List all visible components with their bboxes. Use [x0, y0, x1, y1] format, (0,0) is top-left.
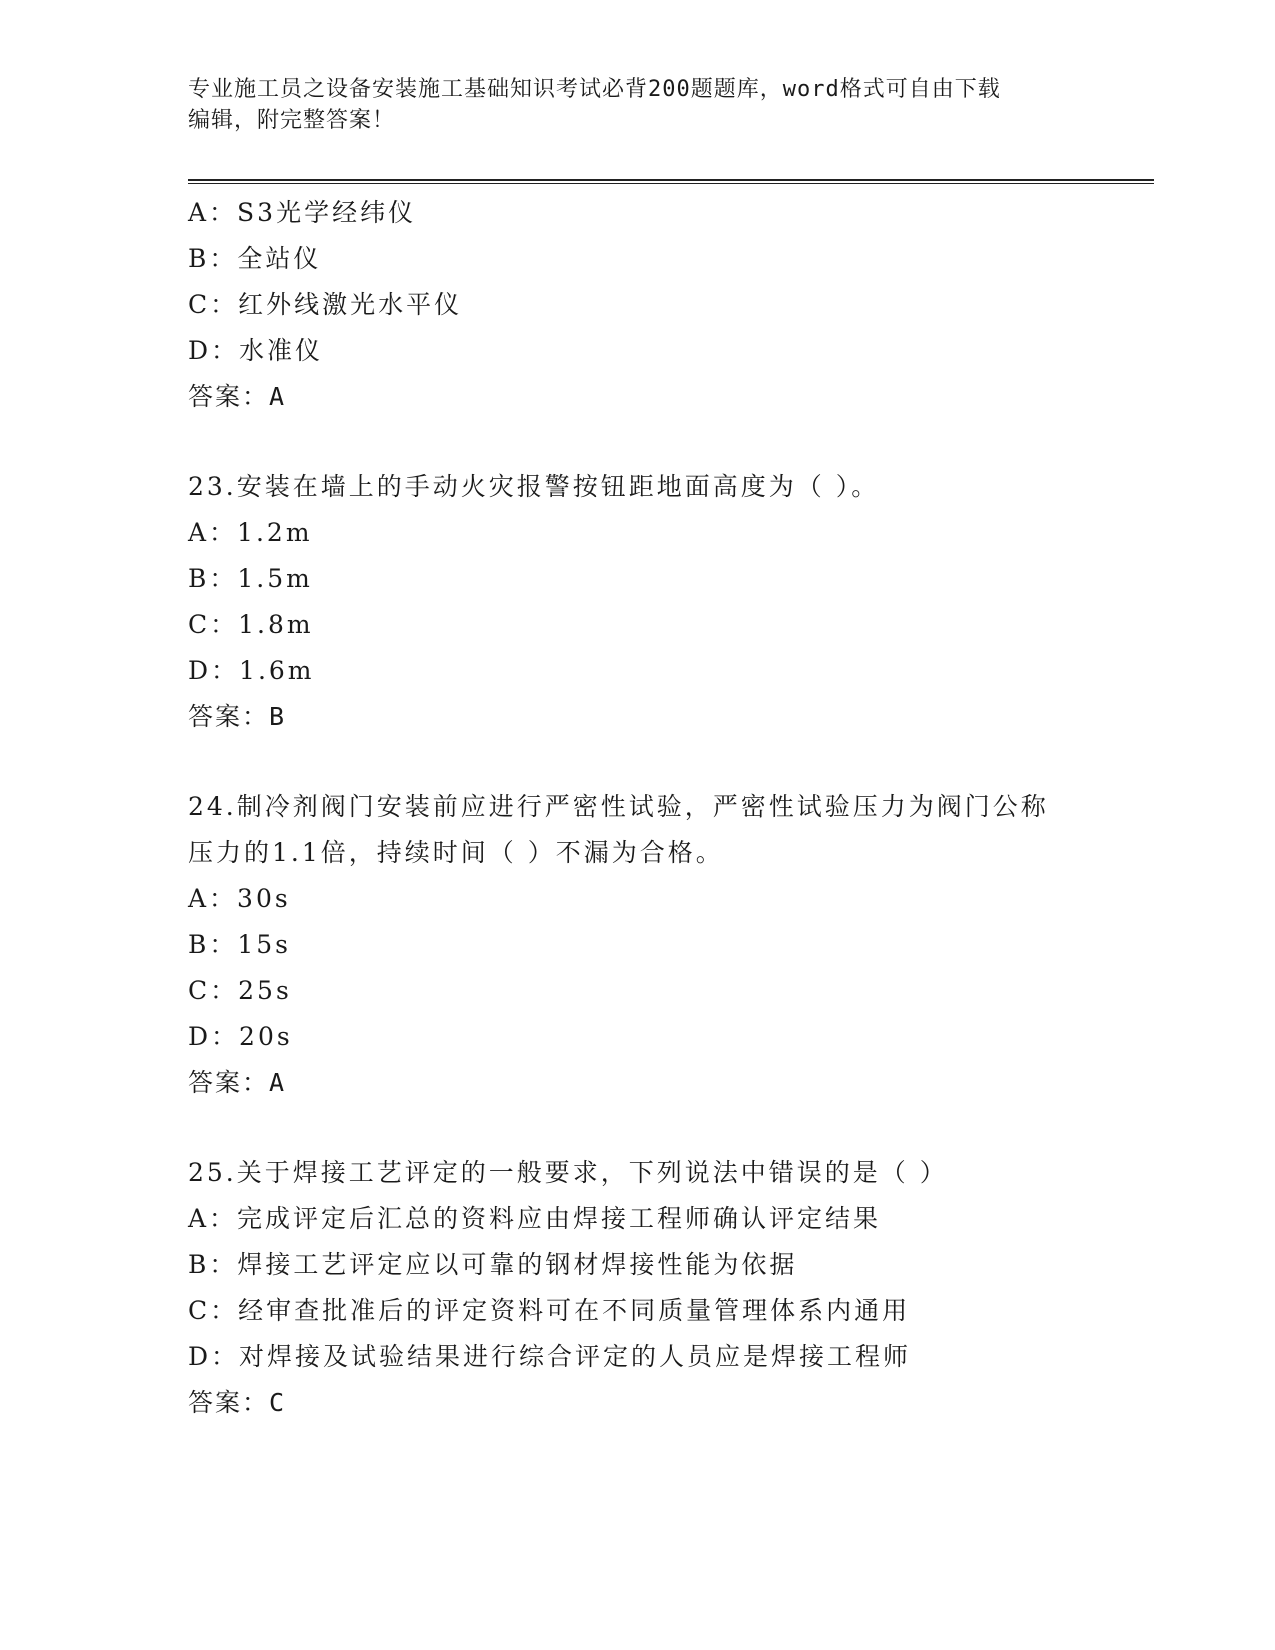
- q25-option-d: D：对焊接及试验结果进行综合评定的人员应是焊接工程师: [188, 1342, 912, 1371]
- q24-option-c: C：25s: [188, 976, 292, 1005]
- q24-option-b: B：15s: [188, 930, 292, 959]
- q24-question-line-2: 压力的1.1倍，持续时间（ ）不漏为合格。: [188, 838, 724, 867]
- question-24-block: [188, 784, 1088, 1106]
- q22-option-a: A：S3光学经纬仪: [188, 198, 417, 227]
- q24-option-d: D：20s: [188, 1022, 293, 1051]
- q22-option-d: D：水准仪: [188, 336, 324, 365]
- header-rule-thin: [188, 183, 1154, 184]
- question-25-block: [188, 1150, 1088, 1426]
- q23-option-d: D：1.6m: [188, 656, 315, 685]
- q22-option-b: B：全站仪: [188, 244, 322, 273]
- q23-question: 23.安装在墙上的手动火灾报警按钮距地面高度为（ ）。: [188, 472, 880, 501]
- q22-option-c: C：红外线激光水平仪: [188, 290, 463, 319]
- document-header: [188, 74, 1088, 136]
- q25-option-b: B：焊接工艺评定应以可靠的钢材焊接性能为依据: [188, 1250, 798, 1279]
- spacer: [188, 740, 1088, 784]
- q22-answer: 答案：A: [188, 382, 287, 411]
- q24-option-a: A：30s: [188, 884, 291, 913]
- spacer: [188, 1106, 1088, 1150]
- question-list: [188, 190, 1088, 1426]
- spacer: [188, 420, 1088, 464]
- question-22-block: [188, 190, 1088, 420]
- question-23-block: [188, 464, 1088, 740]
- q24-question-line-1: 24.制冷剂阀门安装前应进行严密性试验，严密性试验压力为阀门公称: [188, 792, 1049, 821]
- header-line-2: 编辑，附完整答案！: [188, 108, 396, 133]
- q25-question: 25.关于焊接工艺评定的一般要求，下列说法中错误的是（ ）: [188, 1158, 948, 1187]
- header-rule-thick: [188, 179, 1154, 181]
- q23-answer: 答案：B: [188, 702, 287, 731]
- q23-option-a: A：1.2m: [188, 518, 313, 547]
- q25-option-a: A：完成评定后汇总的资料应由焊接工程师确认评定结果: [188, 1204, 882, 1233]
- q25-answer: 答案：C: [188, 1388, 287, 1417]
- q24-answer: 答案：A: [188, 1068, 287, 1097]
- q23-option-b: B：1.5m: [188, 564, 313, 593]
- q23-option-c: C：1.8m: [188, 610, 314, 639]
- header-line-1: 专业施工员之设备安装施工基础知识考试必背200题题库，word格式可自由下载: [188, 77, 1001, 102]
- q25-option-c: C：经审查批准后的评定资料可在不同质量管理体系内通用: [188, 1296, 911, 1325]
